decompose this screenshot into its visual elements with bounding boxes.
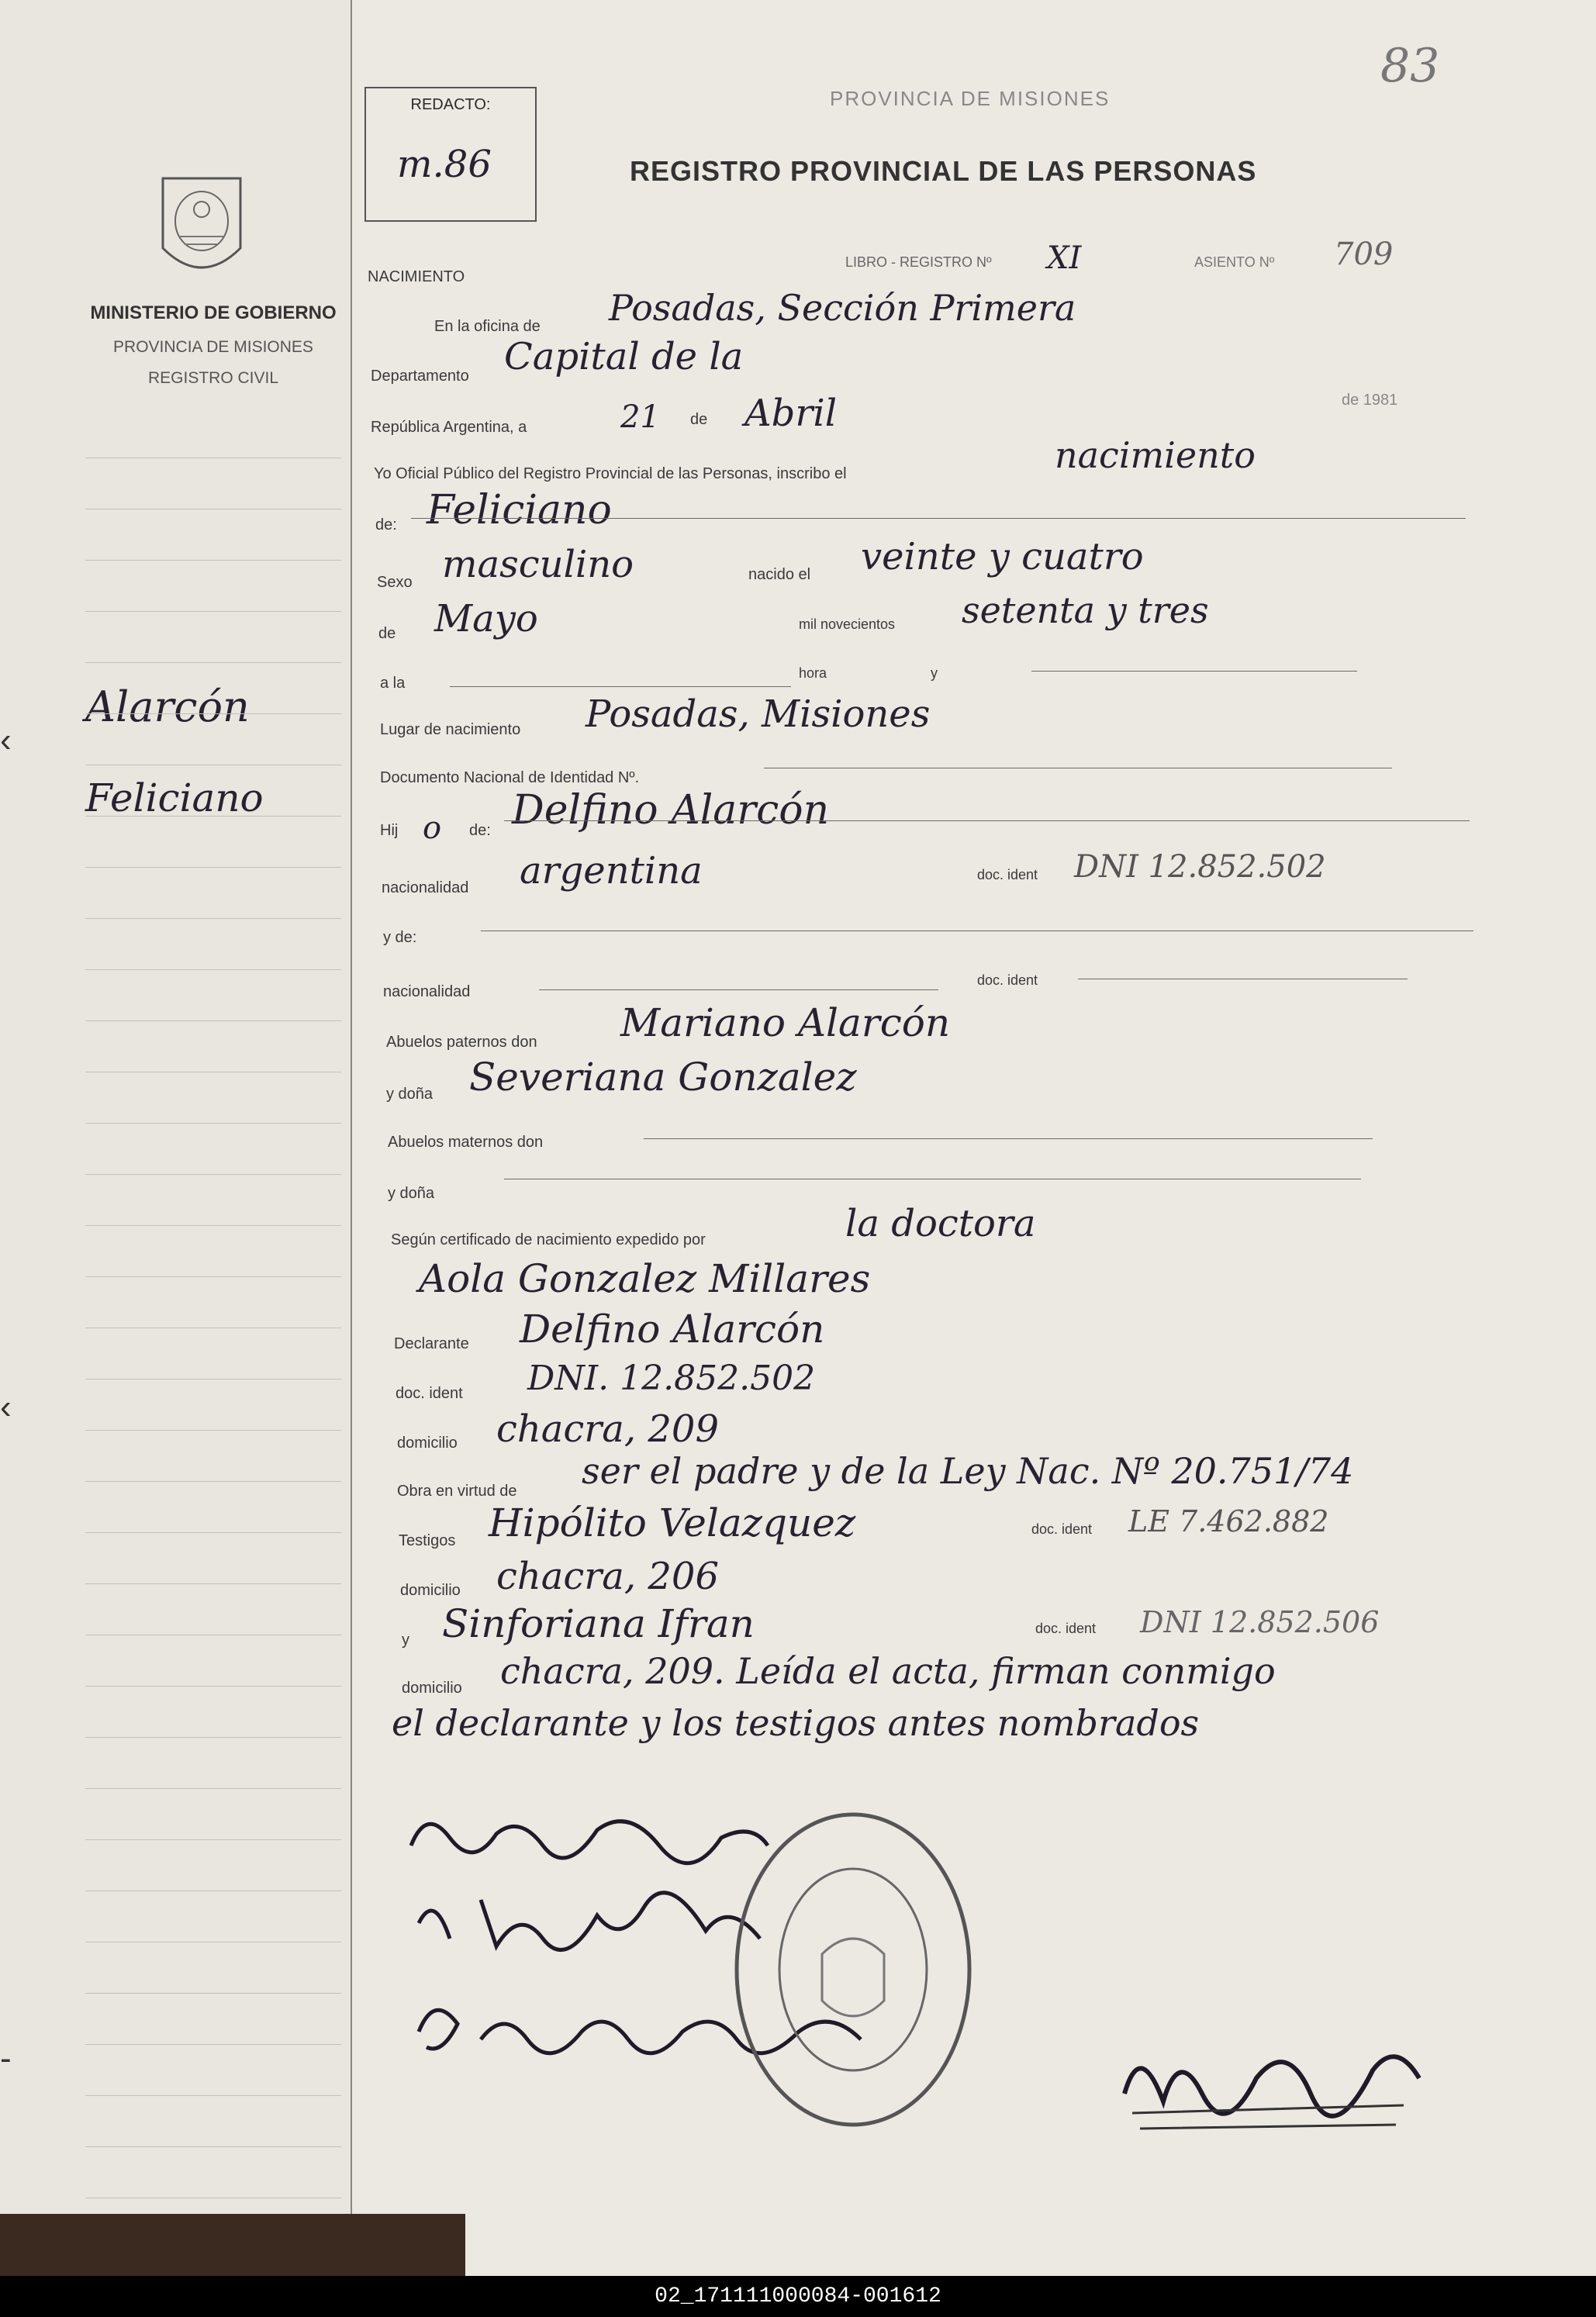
hijo-suffix: o [423, 810, 442, 846]
nacionalidad-label: nacionalidad [382, 879, 469, 896]
testigo2-value: Sinforiana Ifran [442, 1601, 755, 1646]
binding-mark-icon: ‹ [0, 721, 12, 759]
cierre-value: el declarante y los testigos antes nombrados [392, 1702, 1200, 1744]
ydona2-label: y doña [388, 1185, 435, 1202]
nac-padre-value: argentina [520, 849, 703, 893]
margin-ruled-line [85, 713, 341, 714]
margin-ruled-line [85, 1020, 341, 1021]
nombre-value: Feliciano [427, 487, 612, 533]
margin-ruled-line [85, 1430, 341, 1431]
margin-ruled-line [85, 816, 341, 817]
docident-label: doc. ident [977, 867, 1038, 882]
margin-ruled-line [85, 918, 341, 919]
de-label: de [690, 411, 708, 428]
binding-mark-icon: ‹ [0, 1388, 12, 1426]
docident5-label: doc. ident [1035, 1621, 1097, 1636]
anio-value: setenta y tres [962, 589, 1209, 631]
margin-ruled-line [85, 2044, 341, 2045]
redacto-label: REDACTO: [410, 96, 491, 113]
mes-value: Abril [744, 392, 838, 435]
nacido-value: veinte y cuatro [861, 535, 1144, 578]
sexo-label: Sexo [377, 574, 413, 591]
obra-value: ser el padre y de la Ley Nac. Nº 20.751/74 [582, 1450, 1354, 1492]
ministry-province: PROVINCIA DE MISIONES [113, 338, 313, 356]
y2-label: y [402, 1632, 409, 1649]
doc-padre-value: DNI 12.852.502 [1074, 849, 1326, 885]
domicilio2-label: domicilio [400, 1582, 461, 1599]
asiento-label: ASIENTO Nº [1194, 254, 1275, 270]
ydona-label: y doña [386, 1086, 434, 1103]
abuelos-m-label: Abuelos maternos don [388, 1134, 544, 1151]
medica-value: Aola Gonzalez Millares [419, 1256, 871, 1301]
image-id-bar: 02_171111000084-001612 [0, 2276, 1596, 2317]
redacto-value: m.86 [397, 143, 492, 186]
margin-ruled-line [85, 1174, 341, 1175]
official-stamp-icon [721, 1799, 985, 2140]
departamento-label: Departamento [371, 368, 469, 385]
doc-decl-value: DNI. 12.852.502 [527, 1359, 816, 1398]
margin-ruled-line [85, 969, 341, 970]
obra-label: Obra en virtud de [397, 1483, 517, 1500]
republica-label: República Argentina, a [371, 419, 527, 436]
ala-label: a la [380, 675, 406, 692]
margin-ruled-line [85, 2095, 341, 2096]
oficial-value: nacimiento [1055, 434, 1256, 476]
margin-ruled-line [85, 1225, 341, 1226]
nacionalidad2-label: nacionalidad [383, 983, 471, 1000]
docident4-label: doc. ident [1031, 1521, 1093, 1537]
domicilio-value: chacra, 209 [496, 1407, 719, 1451]
province-heading: PROVINCIA DE MISIONES [830, 87, 1111, 110]
binder-clip [0, 2214, 465, 2276]
ministry-registry: REGISTRO CIVIL [147, 369, 279, 387]
margin-ruled-line [85, 1686, 341, 1687]
page-title: REGISTRO PROVINCIAL DE LAS PERSONAS [630, 155, 1257, 187]
margin-ruled-line [85, 1737, 341, 1738]
oficial-label: Yo Oficial Público del Registro Provincial de las Personas, inscribo el [374, 465, 847, 482]
libro-label: LIBRO - REGISTRO Nº [845, 254, 992, 270]
margin-given-name: Feliciano [85, 775, 264, 820]
nacido-label: nacido el [748, 566, 811, 583]
margin-ruled-line [85, 662, 341, 663]
hora-label: hora [799, 665, 827, 681]
signature-oficial [1109, 2024, 1435, 2140]
domicilio3-label: domicilio [402, 1680, 462, 1697]
mil-label: mil novecientos [799, 616, 896, 632]
yde-label: y de: [383, 929, 417, 946]
margin-ruled-line [85, 1532, 341, 1533]
margin-ruled-line [85, 1481, 341, 1482]
de3-label: de [378, 625, 396, 642]
page-number: 83 [1380, 39, 1440, 93]
hijo-label: Hij [380, 822, 399, 839]
dni-label: Documento Nacional de Identidad Nº. [380, 769, 640, 786]
docident3-label: doc. ident [396, 1385, 463, 1402]
certificado-value: la doctora [845, 1202, 1036, 1245]
margin-ruled-line [85, 1839, 341, 1840]
margin-ruled-line [85, 611, 341, 612]
margin-ruled-line [85, 1993, 341, 1994]
margin-ruled-line [85, 1123, 341, 1124]
year-label: de 1981 [1342, 392, 1398, 409]
lugar-label: Lugar de nacimiento [380, 721, 521, 738]
margin-ruled-line [85, 1583, 341, 1584]
binding-mark-icon: - [0, 2039, 12, 2077]
margin-ruled-line [85, 560, 341, 561]
y-label: y [931, 665, 938, 681]
oficina-label: En la oficina de [434, 318, 541, 335]
asiento-value: 709 [1334, 237, 1394, 272]
testigos-label: Testigos [399, 1532, 456, 1549]
margin-ruled-line [85, 867, 341, 868]
docident2-label: doc. ident [977, 972, 1038, 988]
section-label: NACIMIENTO [368, 268, 465, 285]
declarante-label: Declarante [394, 1335, 469, 1352]
declarante-value: Delfino Alarcón [520, 1307, 825, 1352]
abuelos-p-label: Abuelos paternos don [386, 1034, 537, 1051]
margin-ruled-line [85, 2146, 341, 2147]
margin-column [0, 0, 352, 2276]
margin-surname: Alarcón [85, 682, 250, 731]
margin-ruled-line [85, 1276, 341, 1277]
oficina-value: Posadas, Sección Primera [609, 287, 1076, 329]
ministry-name: MINISTERIO DE GOBIERNO [90, 302, 337, 323]
margin-ruled-line [85, 1788, 341, 1789]
redacto-box [364, 87, 537, 222]
padre-value: Delfino Alarcón [512, 787, 830, 834]
abuelo-p-value: Mariano Alarcón [620, 1000, 951, 1045]
abuela-p-value: Severiana Gonzalez [469, 1055, 857, 1100]
libro-value: XI [1047, 240, 1082, 276]
domicilio3-value: chacra, 209. Leída el acta, firman conmigo [500, 1650, 1276, 1692]
domicilio2-value: chacra, 206 [496, 1555, 719, 1598]
doc-t1-value: LE 7.462.882 [1128, 1504, 1329, 1538]
de2-label: de: [375, 516, 397, 533]
lugar-value: Posadas, Misiones [586, 692, 931, 736]
dia-value: 21 [620, 399, 660, 435]
hijo-de-label: de: [469, 822, 491, 839]
mes-nac-value: Mayo [434, 597, 538, 641]
doc-t2-value: DNI 12.852.506 [1140, 1605, 1380, 1639]
sexo-value: masculino [442, 543, 634, 586]
testigo1-value: Hipólito Velazquez [489, 1500, 856, 1545]
ministry-seal-icon [147, 163, 256, 287]
certificado-label: Según certificado de nacimiento expedido por [391, 1231, 706, 1248]
domicilio-label: domicilio [397, 1435, 458, 1452]
departamento-value: Capital de la [504, 335, 744, 378]
